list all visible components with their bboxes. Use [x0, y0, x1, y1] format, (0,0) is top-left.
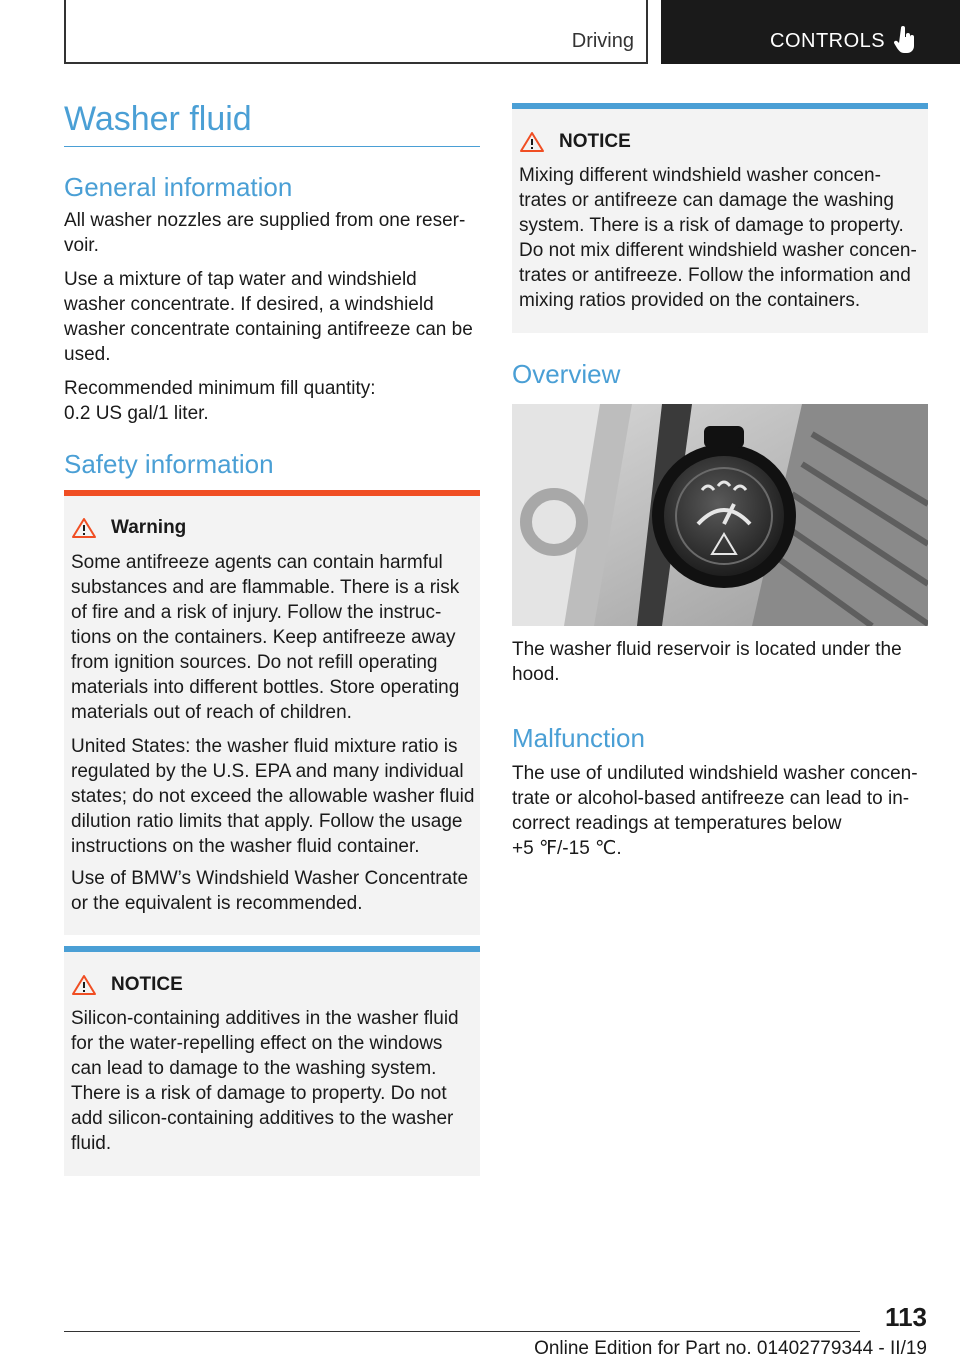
text-line: The use of undiluted windshield washer concen‐	[512, 763, 918, 784]
warning-label: Warning	[111, 517, 187, 538]
notice-p1	[71, 1006, 476, 1156]
header-chapter-tab	[661, 0, 960, 64]
warning-triangle-icon	[71, 517, 97, 539]
general-info-heading: General information	[64, 172, 293, 202]
text-line: 0.2 US gal/1 liter.	[64, 403, 209, 424]
warning-p2	[71, 734, 476, 859]
notice-label: NOTICE	[559, 131, 631, 152]
overview-heading: Overview	[512, 359, 621, 389]
text-line: There is a risk of damage to property. Do not	[71, 1083, 447, 1104]
malfunction-p1	[512, 761, 918, 861]
warning-p1	[71, 550, 476, 725]
washer-reservoir-photo	[512, 404, 928, 626]
text-line: regulated by the U.S. EPA and many individual	[71, 761, 464, 782]
text-line: from ignition sources. Do not refill operating	[71, 652, 438, 673]
text-line: can lead to damage to the washing system.	[71, 1058, 437, 1079]
text-line: states; do not exceed the allowable washer fluid	[71, 786, 475, 807]
safety-info-heading: Safety information	[64, 449, 274, 479]
notice-color-bar	[64, 946, 480, 952]
text-line: of fire and a risk of injury. Follow the instruc‐	[71, 602, 442, 623]
text-line: fluid.	[71, 1133, 112, 1154]
notice-box-left	[64, 946, 480, 1176]
warning-color-bar	[64, 490, 480, 496]
text-line: trates or antifreeze. Follow the information and	[519, 265, 911, 286]
warning-header	[71, 517, 186, 539]
text-line: washer concentrate. If desired, a windshield	[64, 294, 434, 315]
text-line: hood.	[512, 664, 560, 685]
title-divider	[64, 146, 480, 147]
malfunction-heading: Malfunction	[512, 723, 645, 753]
text-line: instructions on the washer fluid container.	[71, 836, 420, 857]
text-line: Recommended minimum fill quantity:	[64, 378, 376, 399]
footer-edition: Online Edition for Part no. 01402779344 - II/19	[534, 1338, 927, 1359]
text-line: materials out of reach of children.	[71, 702, 352, 723]
text-line: mixing ratios provided on the containers.	[519, 290, 861, 311]
text-line: United States: the washer fluid mixture ratio is	[71, 736, 458, 757]
text-line: +5 ℉/-15 ℃.	[512, 838, 622, 859]
text-line: or the equivalent is recommended.	[71, 893, 363, 914]
notice-triangle-icon	[519, 131, 545, 153]
page-number: 113	[885, 1302, 927, 1332]
notice-right-p1	[519, 163, 924, 313]
notice-label: NOTICE	[111, 974, 183, 995]
text-line: substances and are flammable. There is a risk	[71, 577, 460, 598]
text-line: system. There is a risk of damage to property.	[519, 215, 904, 236]
footer-divider	[64, 1331, 860, 1332]
text-line: washer concentrate containing antifreeze can be	[64, 319, 473, 340]
text-line: Some antifreeze agents can contain harmful	[71, 552, 443, 573]
text-line: trates or antifreeze can damage the washing	[519, 190, 894, 211]
text-line: dilution ratio limits that apply. Follow the usage	[71, 811, 463, 832]
text-line: used.	[64, 344, 111, 365]
text-line: for the water-repelling effect on the windows	[71, 1033, 443, 1054]
notice-color-bar	[512, 103, 928, 109]
text-line: Use of BMW’s Windshield Washer Concentrate	[71, 868, 469, 889]
notice-box-right	[512, 103, 928, 333]
header-section-tab	[64, 0, 648, 64]
text-line: materials into different bottles. Store operating	[71, 677, 460, 698]
text-line: All washer nozzles are supplied from one reser‐	[64, 210, 466, 231]
text-line: voir.	[64, 235, 99, 256]
text-line: Do not mix different windshield washer concen‐	[519, 240, 917, 261]
overview-caption	[512, 637, 902, 687]
header-chapter-label: CONTROLS	[770, 30, 886, 52]
page-title: Washer fluid	[64, 100, 252, 138]
warning-p3	[71, 866, 476, 916]
text-line: tions on the containers. Keep antifreeze away	[71, 627, 456, 648]
text-line: Mixing different windshield washer concen‐	[519, 165, 881, 186]
text-line: trate or alcohol-based antifreeze can lead to in‐	[512, 788, 910, 809]
text-line: correct readings at temperatures below	[512, 813, 842, 834]
warning-box	[64, 490, 480, 935]
text-line: Silicon-containing additives in the washer fluid	[71, 1008, 459, 1029]
general-info-p3	[64, 376, 376, 426]
general-info-p2	[64, 267, 473, 367]
general-info-p1	[64, 208, 465, 258]
notice-triangle-icon	[71, 974, 97, 996]
text-line: add silicon-containing additives to the washer	[71, 1108, 454, 1129]
header-section-label: Driving	[571, 30, 634, 52]
text-line: Use a mixture of tap water and windshield	[64, 269, 417, 290]
notice-header	[71, 974, 183, 996]
text-line: The washer fluid reservoir is located under the	[512, 639, 902, 660]
notice-header	[519, 131, 631, 153]
reservoir-cap-illustration	[512, 404, 928, 626]
pointing-hand-icon	[894, 26, 918, 54]
